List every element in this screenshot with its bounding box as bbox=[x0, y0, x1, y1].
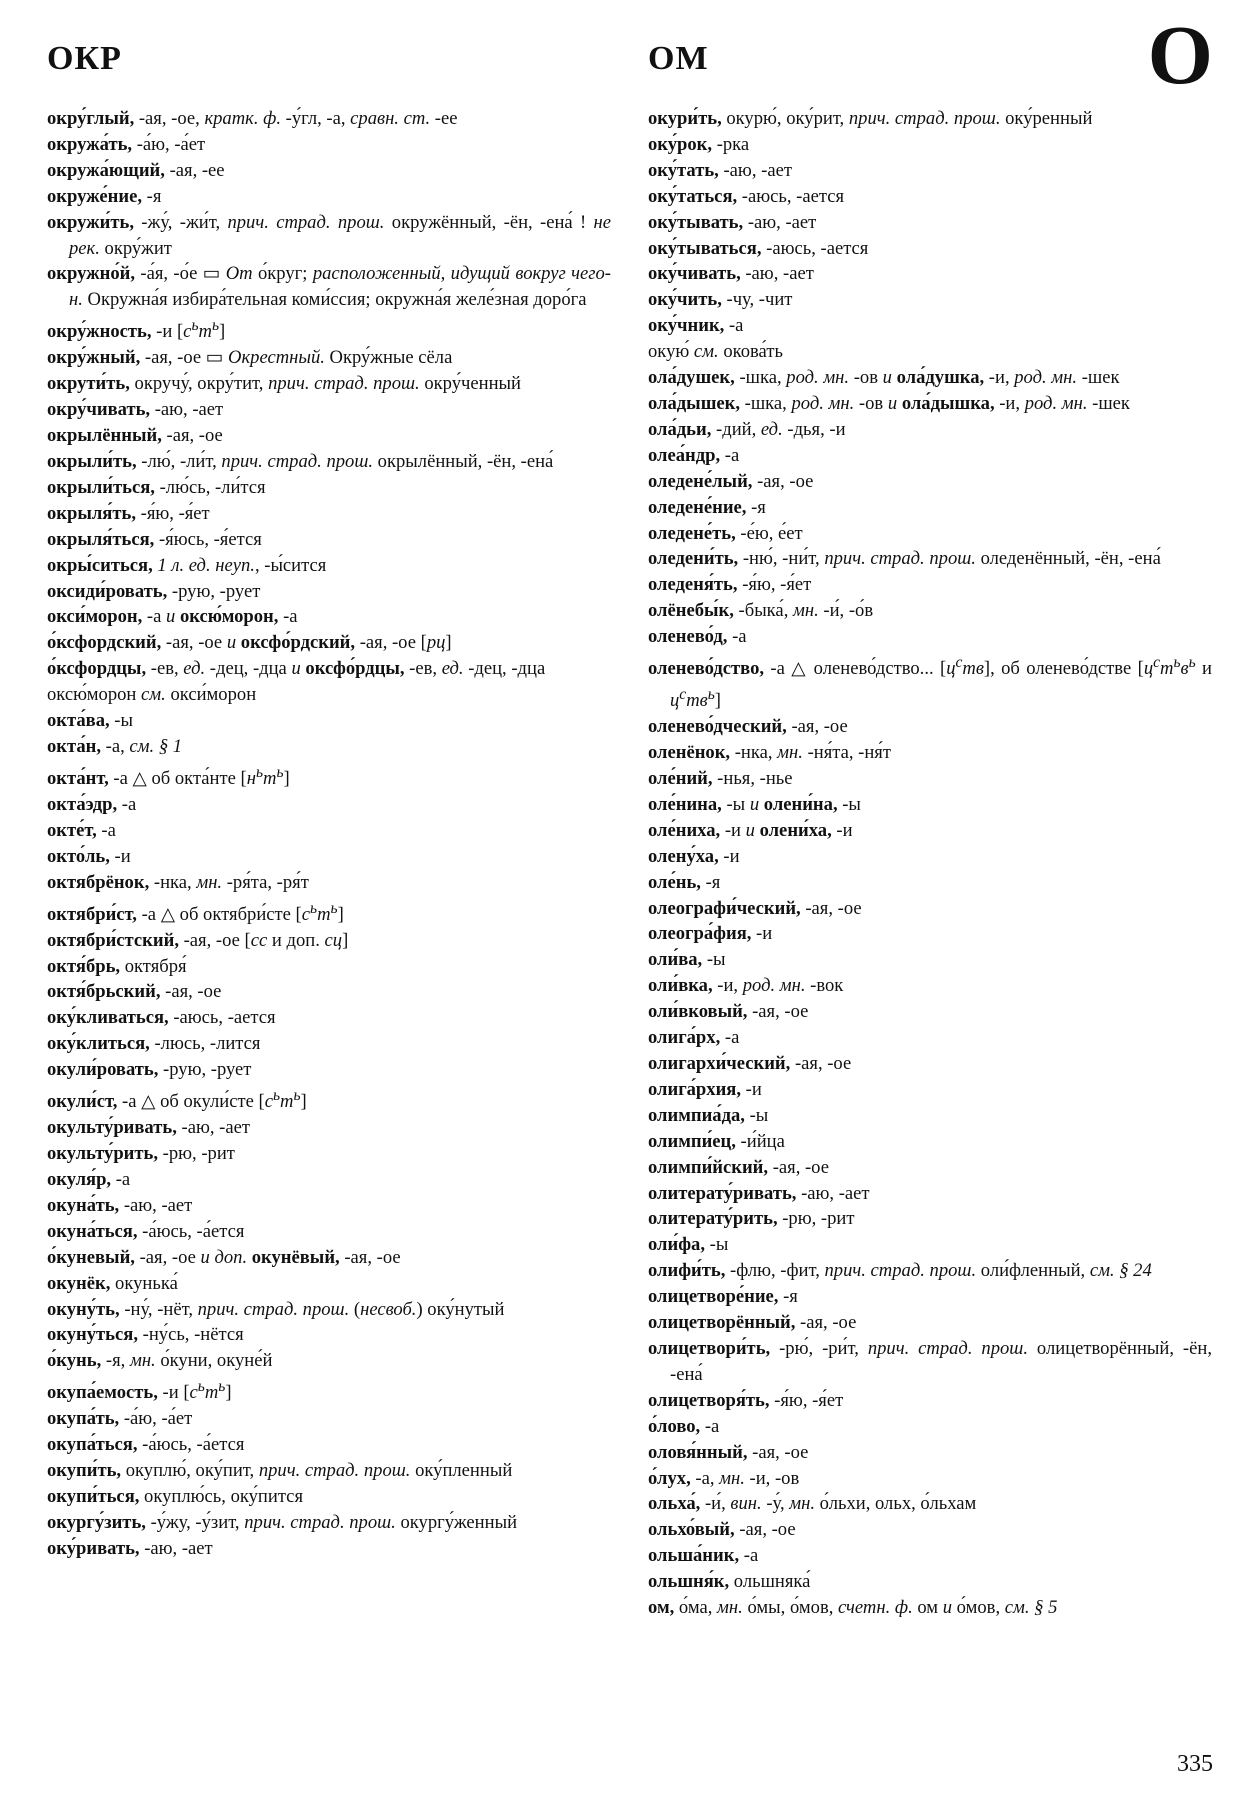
dictionary-entry: о́ксфордский, -ая, -ое и оксфо́рдский, -ая, -ое [рц] bbox=[47, 632, 452, 654]
dictionary-entry: оку́ривать, -аю, -ает bbox=[47, 1537, 213, 1559]
dictionary-entry: олига́рхия, -и bbox=[648, 1078, 762, 1100]
dictionary-entry: оловя́нный, -ая, -ое bbox=[648, 1441, 809, 1463]
dictionary-entry: олицетворя́ть, -я́ю, -я́ет bbox=[648, 1389, 844, 1411]
dictionary-entry: оку́кливаться, -аюсь, -ается bbox=[47, 1007, 276, 1029]
dictionary-entry: оку́клиться, -люсь, -лится bbox=[47, 1033, 261, 1055]
dictionary-entry: оледене́ние, -я bbox=[648, 496, 766, 518]
dictionary-entry: олифи́ть, -флю, -фит, прич. страд. прош. оли́фленный, см. § 24 bbox=[648, 1260, 1152, 1282]
dictionary-entry: окрылённый, -ая, -ое bbox=[47, 425, 223, 447]
dictionary-entry: окуля́р, -а bbox=[47, 1169, 131, 1190]
dictionary-entry: оку́чить, -чу, -чит bbox=[648, 289, 793, 311]
dictionary-entry: окули́ровать, -рую, -рует bbox=[47, 1059, 252, 1081]
dictionary-entry: окры́ситься, 1 л. ед. неуп., -ы́сится bbox=[47, 554, 327, 576]
dictionary-entry: олигархи́ческий, -ая, -ое bbox=[648, 1053, 852, 1074]
dictionary-entry: олитерату́рить, -рю, -рит bbox=[648, 1208, 855, 1230]
dictionary-entry: ольшня́к, ольшняка́ bbox=[648, 1571, 811, 1593]
dictionary-entry: окрыли́ть, -лю́, -ли́т, прич. страд. прош. окрылённый, -ён, -ена́ bbox=[47, 450, 554, 472]
dictionary-entry: ом, о́ма, мн. о́мы, о́мов, счетн. ф. ом и о́мов, см. § 5 bbox=[648, 1597, 1058, 1619]
dictionary-entry: окургу́зить, -у́жу, -у́зит, прич. страд. прош. окургу́женный bbox=[47, 1511, 518, 1533]
dictionary-entry: окрыля́ть, -я́ю, -я́ет bbox=[47, 502, 210, 524]
left-column bbox=[47, 106, 611, 1562]
dictionary-entry: о́лово, -а bbox=[648, 1415, 720, 1437]
dictionary-entry: оли́ва, -ы bbox=[648, 949, 726, 971]
dictionary-entry: окружа́ющий, -ая, -ее bbox=[47, 159, 225, 181]
dictionary-entry: окупа́ться, -а́юсь, -а́ется bbox=[47, 1434, 245, 1456]
dictionary-entry: ола́дышек, -шка, род. мн. -ов и ола́дышка, -и, род. мн. -шек bbox=[648, 392, 1130, 414]
dictionary-entry: окружно́й, -а́я, -о́е ▭ От о́круг; расположенный, идущий вокруг чего-н. Окружна́я избира́тельная коми́ссия; окружна́я желе́зная доро́га bbox=[47, 263, 611, 311]
dictionary-entry: оленёнок, -нка, мн. -ня́та, -ня́т bbox=[648, 742, 891, 764]
dictionary-entry: оксиди́ровать, -рую, -рует bbox=[47, 580, 261, 602]
page-number: 335 bbox=[1177, 1751, 1213, 1777]
dictionary-entry: окуна́ться, -а́юсь, -а́ется bbox=[47, 1220, 245, 1242]
dictionary-entry: оледене́лый, -ая, -ое bbox=[648, 470, 814, 492]
dictionary-entry: оленево́дческий, -ая, -ое bbox=[648, 716, 848, 738]
dictionary-entry: окружи́ть, -жу́, -жи́т, прич. страд. прош. окружённый, -ён, -ена́ ! не рек. окру́жит bbox=[47, 211, 611, 259]
dictionary-entry: окуну́ть, -ну́, -нёт, прич. страд. прош. (несвоб.) оку́нутый bbox=[47, 1298, 505, 1320]
dictionary-entry: оледеня́ть, -я́ю, -я́ет bbox=[648, 574, 812, 596]
dictionary-entry: олеогра́фия, -и bbox=[648, 923, 773, 945]
dictionary-entry: окульту́рить, -рю, -рит bbox=[47, 1143, 235, 1165]
dictionary-entry: окури́ть, окурю́, оку́рит, прич. страд. прош. оку́ренный bbox=[648, 108, 1093, 129]
dictionary-entry: окульту́ривать, -аю, -ает bbox=[47, 1117, 250, 1139]
dictionary-entry: окта́эдр, -а bbox=[47, 793, 137, 815]
dictionary-entry: окуну́ться, -ну́сь, -нётся bbox=[47, 1324, 244, 1346]
dictionary-entry: оку́чивать, -аю, -ает bbox=[648, 263, 814, 285]
dictionary-entry: оку́таться, -аюсь, -ается bbox=[648, 185, 845, 207]
dictionary-entry: ольха́, -и́, вин. -у́, мн. о́льхи, ольх, о́льхам bbox=[648, 1493, 977, 1515]
dictionary-entry: октябрёнок, -нка, мн. -ря́та, -ря́т bbox=[47, 871, 309, 893]
dictionary-entry: октя́брьский, -ая, -ое bbox=[47, 981, 222, 1003]
dictionary-entry: олицетворённый, -ая, -ое bbox=[648, 1312, 857, 1334]
dictionary-entry: ола́душек, -шка, род. мн. -ов и ола́душка, -и, род. мн. -шек bbox=[648, 367, 1120, 389]
dictionary-entry: о́куневый, -ая, -ое и доп. окунёвый, -ая, -ое bbox=[47, 1246, 401, 1268]
dictionary-entry: о́лух, -а, мн. -и, -ов bbox=[648, 1467, 800, 1489]
dictionary-entry: олеа́ндр, -а bbox=[648, 444, 740, 466]
dictionary-entry: олену́ха, -и bbox=[648, 845, 740, 867]
dictionary-entry: окру́глый, -ая, -ое, кратк. ф. -у́гл, -а, сравн. ст. -ее bbox=[47, 108, 458, 129]
dictionary-entry: окте́т, -а bbox=[47, 819, 116, 841]
dictionary-entry: окружа́ть, -а́ю, -а́ет bbox=[47, 133, 206, 155]
dictionary-entry: ола́дьи, -дий, ед. -дья, -и bbox=[648, 418, 846, 440]
dictionary-entry: окру́чивать, -аю, -ает bbox=[47, 399, 224, 421]
dictionary-entry: о́кунь, -я, мн. о́куни, окуне́й bbox=[47, 1350, 273, 1372]
dictionary-entry: олёнебы́к, -быка́, мн. -и́, -о́в bbox=[648, 600, 874, 622]
dictionary-entry: оле́ний, -нья, -нье bbox=[648, 768, 793, 790]
dictionary-entry: окую́ см. окова́ть bbox=[648, 341, 783, 363]
dictionary-entry: оли́фа, -ы bbox=[648, 1234, 729, 1256]
dictionary-entry: окупи́ться, окуплю́сь, оку́пится bbox=[47, 1486, 303, 1508]
dictionary-entry: олимпиа́да, -ы bbox=[648, 1104, 769, 1126]
dictionary-entry: оксю́морон см. окси́морон bbox=[47, 684, 257, 706]
dictionary-entry: октябри́стский, -ая, -ое [сс и доп. сц] bbox=[47, 929, 349, 951]
dictionary-entry: окули́ст, -а △ об окули́сте $[с^ьт^ь]$ bbox=[47, 1087, 307, 1113]
dictionary-entry: ольхо́вый, -ая, -ое bbox=[648, 1519, 796, 1541]
dictionary-entry: о́ксфордцы, -ев, ед. -дец, -дца и оксфо́рдцы, -ев, ед. -дец, -дца bbox=[47, 658, 546, 680]
section-letter: О bbox=[1147, 9, 1213, 102]
dictionary-entry: окта́ва, -ы bbox=[47, 710, 133, 732]
dictionary-entry: окупа́емость, -и $[с^ьт^ь]$ bbox=[47, 1378, 232, 1404]
dictionary-entry: октя́брь, октября́ bbox=[47, 955, 187, 977]
dictionary-entry: окунёк, окунька́ bbox=[47, 1272, 178, 1294]
dictionary-entry: окта́н, -а, см. § 1 bbox=[47, 735, 183, 757]
dictionary-entry: окупи́ть, окуплю́, оку́пит, прич. страд. прош. оку́пленный bbox=[47, 1460, 513, 1482]
dictionary-entry: окрыли́ться, -лю́сь, -ли́тся bbox=[47, 476, 266, 498]
dictionary-entry: ольша́ник, -а bbox=[648, 1545, 759, 1567]
dictionary-entry: олеографи́ческий, -ая, -ое bbox=[648, 897, 862, 919]
dictionary-entry: олимпи́йский, -ая, -ое bbox=[648, 1156, 829, 1178]
dictionary-entry: окто́ль, -и bbox=[47, 845, 131, 867]
dictionary-entry: оли́вковый, -ая, -ое bbox=[648, 1001, 809, 1023]
dictionary-entry: олига́рх, -а bbox=[648, 1027, 740, 1049]
dictionary-entry: оли́вка, -и, род. мн. -вок bbox=[648, 975, 844, 997]
dictionary-entry: оленево́д, -а bbox=[648, 626, 747, 648]
dictionary-entry: окупа́ть, -а́ю, -а́ет bbox=[47, 1408, 193, 1430]
dictionary-entry: олицетвори́ть, -рю́, -ри́т, прич. страд. прош. олицетворённый, -ён, -ена́ bbox=[648, 1337, 1212, 1385]
dictionary-entry: окуна́ть, -аю, -ает bbox=[47, 1194, 193, 1216]
dictionary-entry: оленево́дство, -а △ оленево́дство... $[ц^ств]$, об оленево́дстве [$ц^ст^ьв^ь$ и $ц^ств^ь$] bbox=[648, 654, 1212, 712]
dictionary-entry: оле́нина, -ы и олени́на, -ы bbox=[648, 793, 861, 815]
dictionary-entry: оледени́ть, -ню́, -ни́т, прич. страд. прош. оледенённый, -ён, -ена́ bbox=[648, 548, 1161, 570]
dictionary-entry: оле́ниха, -и и олени́ха, -и bbox=[648, 819, 853, 841]
dictionary-entry: окрыля́ться, -я́юсь, -я́ется bbox=[47, 528, 262, 550]
dictionary-entry: октябри́ст, -а △ об октябри́сте $[с^ьт^ь]$ bbox=[47, 899, 344, 925]
dictionary-entry: оледене́ть, -е́ю, е́ет bbox=[648, 522, 803, 544]
header-right-guide-word: ОМ bbox=[648, 40, 709, 77]
dictionary-entry: оку́чник, -а bbox=[648, 315, 744, 337]
right-column bbox=[648, 106, 1212, 1621]
dictionary-entry: олицетворе́ние, -я bbox=[648, 1286, 798, 1308]
dictionary-entry: оку́рок, -рка bbox=[648, 133, 750, 155]
dictionary-entry: оку́тывать, -аю, -ает bbox=[648, 211, 817, 233]
header-left-guide-word: ОКР bbox=[47, 40, 122, 77]
dictionary-entry: оле́нь, -я bbox=[648, 871, 721, 893]
dictionary-entry: олимпи́ец, -и́йца bbox=[648, 1130, 785, 1152]
dictionary-entry: окруже́ние, -я bbox=[47, 185, 162, 207]
dictionary-entry: оку́тываться, -аюсь, -ается bbox=[648, 237, 869, 259]
dictionary-entry: оку́тать, -аю, -ает bbox=[648, 159, 792, 181]
dictionary-entry: олитерату́ривать, -аю, -ает bbox=[648, 1182, 870, 1204]
dictionary-entry: окрути́ть, окручу́, окру́тит, прич. страд. прош. окру́ченный bbox=[47, 373, 521, 395]
dictionary-entry: окси́морон, -а и оксю́морон, -а bbox=[47, 606, 298, 628]
dictionary-entry: окта́нт, -а △ об окта́нте $[н^ьт^ь]$ bbox=[47, 763, 290, 790]
dictionary-entry: окру́жный, -ая, -ое ▭ Окрестный. Окру́жные сёла bbox=[47, 347, 453, 369]
dictionary-entry: окру́жность, -и $[с^ьт^ь]$ bbox=[47, 317, 226, 343]
